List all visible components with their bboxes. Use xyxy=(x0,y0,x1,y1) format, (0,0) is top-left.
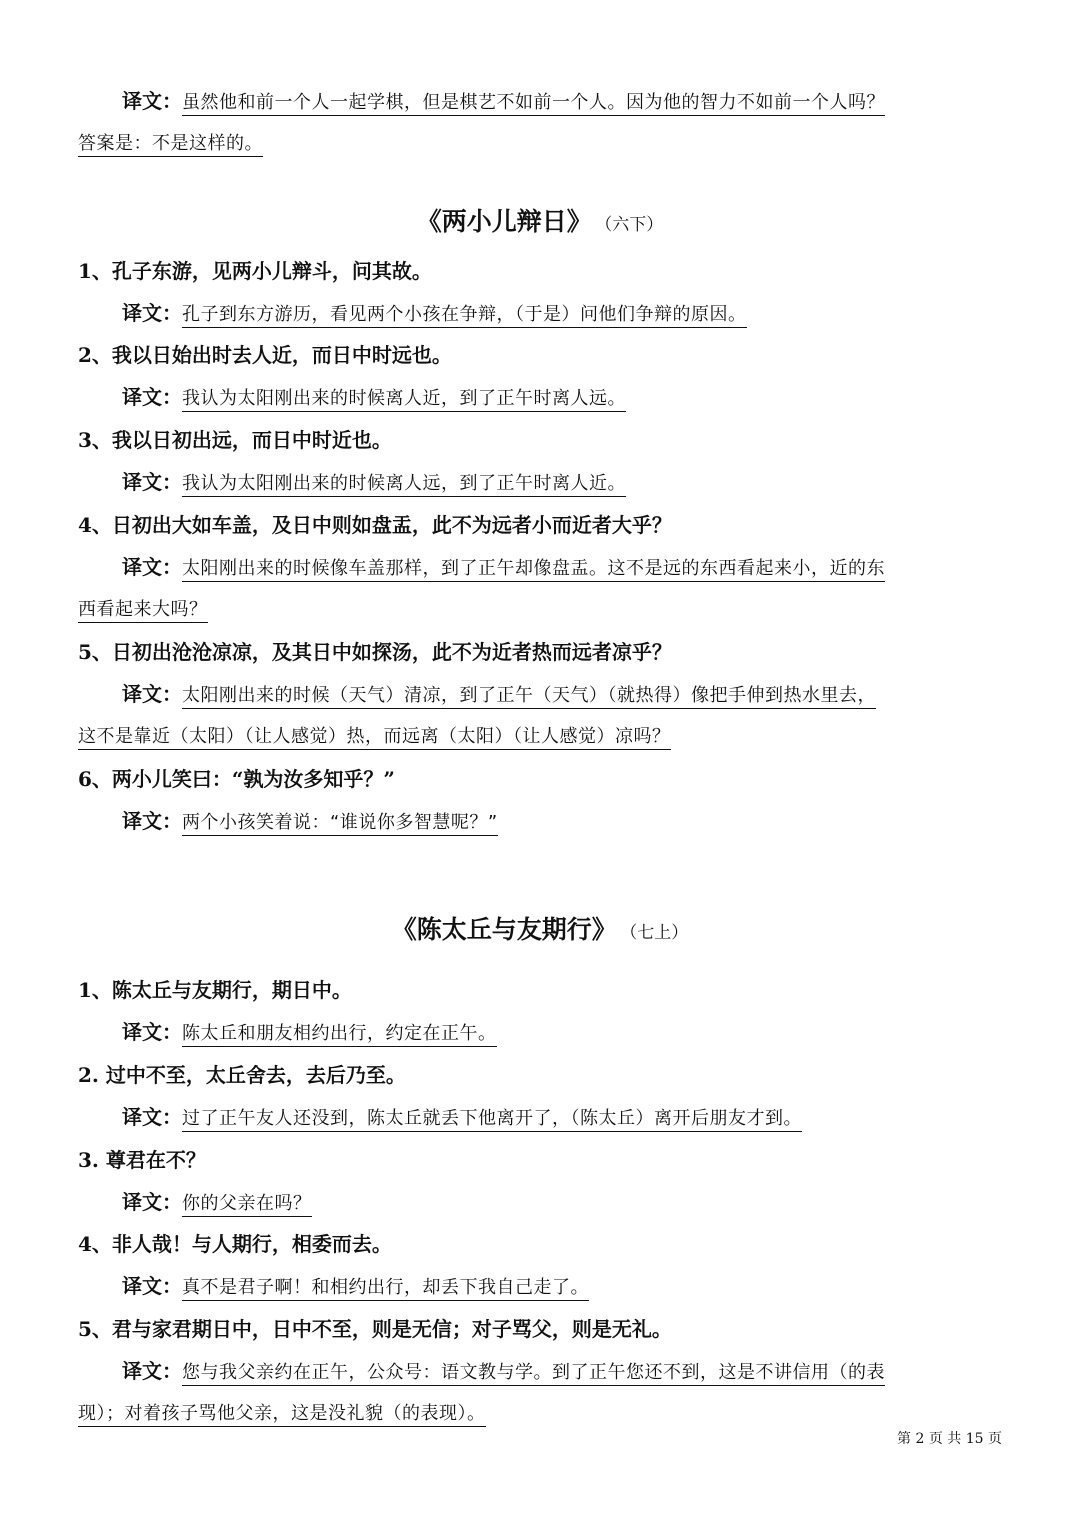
section-title-text: 《两小儿辩日》 xyxy=(416,207,592,236)
question-line: 4、非人哉！与人期行，相委而去。 xyxy=(78,1232,392,1256)
translation-text: 这不是靠近（太阳）（让人感觉）热，而远离（太阳）（让人感觉）凉吗？ xyxy=(78,726,671,750)
translation-text: 现）；对着孩子骂他父亲，这是没礼貌（的表现）。 xyxy=(78,1403,486,1427)
question-line: 5、君与家君期日中，日中不至，则是无信；对子骂父，则是无礼。 xyxy=(78,1317,672,1341)
translation-label: 译文： xyxy=(122,385,182,409)
translation-label: 译文： xyxy=(122,682,182,706)
translation-line xyxy=(122,806,498,838)
translation-line xyxy=(78,594,208,625)
question-line: 2、我以日始出时去人近，而日中时远也。 xyxy=(78,343,452,367)
question-line: 3. 尊君在不？ xyxy=(78,1148,206,1172)
translation-label: 译文： xyxy=(122,89,182,113)
translation-label: 译文： xyxy=(122,555,182,579)
translation-text: 你的父亲在吗？ xyxy=(182,1193,312,1217)
translation-label: 译文： xyxy=(122,301,182,325)
translation-line xyxy=(78,721,671,752)
translation-text: 孔子到东方游历，看见两个小孩在争辩，（于是）问他们争辩的原因。 xyxy=(182,304,747,328)
translation-text: 您与我父亲约在正午，公众号：语文教与学。到了正午您还不到，这是不讲信用（的表 xyxy=(182,1362,885,1386)
question-line: 4、日初出大如车盖，及日中则如盘盂，此不为远者小而近者大乎？ xyxy=(78,513,672,537)
translation-text: 西看起来大吗？ xyxy=(78,599,208,623)
translation-label: 译文： xyxy=(122,1359,182,1383)
question-line: 6、两小儿笑曰：“孰为汝多知乎？” xyxy=(78,767,395,791)
translation-text: 太阳刚出来的时候（天气）清凉，到了正午（天气）（就热得）像把手伸到热水里去， xyxy=(182,685,876,709)
question-line: 1、陈太丘与友期行，期日中。 xyxy=(78,978,352,1002)
translation-text: 两个小孩笑着说：“谁说你多智慧呢？” xyxy=(182,812,498,836)
question-line: 3、我以日初出远，而日中时近也。 xyxy=(78,428,392,452)
translation-text: 答案是：不是这样的。 xyxy=(78,133,263,157)
question-line: 5、日初出沧沧凉凉，及其日中如探汤，此不为近者热而远者凉乎？ xyxy=(78,640,672,664)
translation-line xyxy=(122,467,626,499)
translation-text: 过了正午友人还没到，陈太丘就丢下他离开了，（陈太丘）离开后朋友才到。 xyxy=(182,1108,802,1132)
translation-line xyxy=(78,128,263,159)
section-title xyxy=(0,910,1080,946)
section-grade: （七上） xyxy=(628,923,689,943)
translation-text: 我认为太阳刚出来的时候离人近，到了正午时离人远。 xyxy=(182,388,626,412)
translation-line xyxy=(122,1187,312,1219)
translation-line xyxy=(78,1398,486,1429)
question-line: 2. 过中不至，太丘舍去，去后乃至。 xyxy=(78,1063,406,1087)
translation-label: 译文： xyxy=(122,1020,182,1044)
translation-text: 真不是君子啊！和相约出行，却丢下我自己走了。 xyxy=(182,1277,589,1301)
translation-line xyxy=(122,679,876,711)
translation-label: 译文： xyxy=(122,1274,182,1298)
translation-text: 我认为太阳刚出来的时候离人远，到了正午时离人近。 xyxy=(182,473,626,497)
translation-line xyxy=(122,1271,589,1303)
translation-line xyxy=(122,1017,497,1049)
translation-line xyxy=(122,552,885,584)
translation-label: 译文： xyxy=(122,809,182,833)
translation-text: 太阳刚出来的时候像车盖那样，到了正午却像盘盂。这不是远的东西看起来小，近的东 xyxy=(182,558,885,582)
translation-text: 陈太丘和朋友相约出行，约定在正午。 xyxy=(182,1023,497,1047)
translation-label: 译文： xyxy=(122,470,182,494)
translation-line xyxy=(122,298,747,330)
translation-line xyxy=(122,1356,885,1388)
translation-text: 虽然他和前一个人一起学棋，但是棋艺不如前一个人。因为他的智力不如前一个人吗？ xyxy=(182,92,885,116)
translation-line xyxy=(122,1102,802,1134)
page-number: 第 2 页 共 15 页 xyxy=(897,1431,1002,1447)
translation-line xyxy=(122,382,626,414)
translation-line xyxy=(122,86,885,118)
translation-label: 译文： xyxy=(122,1105,182,1129)
question-line: 1、孔子东游，见两小儿辩斗，问其故。 xyxy=(78,259,432,283)
translation-label: 译文： xyxy=(122,1190,182,1214)
section-grade: （六下） xyxy=(603,215,664,235)
section-title-text: 《陈太丘与友期行》 xyxy=(391,915,617,944)
section-title xyxy=(0,202,1080,238)
